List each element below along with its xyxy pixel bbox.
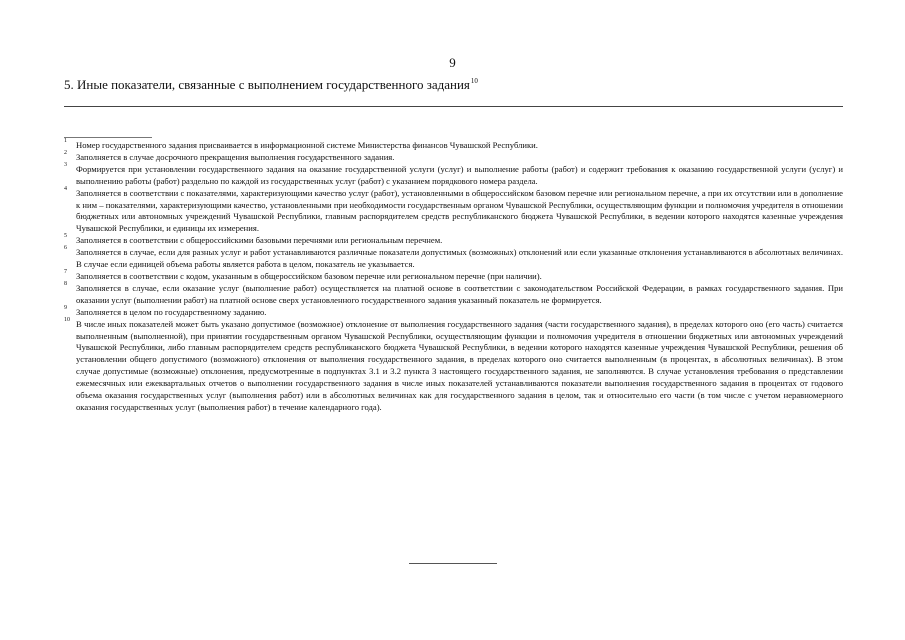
footnote-text: Заполняется в случае, если оказание услуг (выполнение работ) осуществляется на платной основе в соответствии с законодательством Российской Федерации, в рамках государственного задания. При оказании услуг (выполнении работ) на платной основе сверх установленного государственного задания указанный показатель не формируется.: [76, 282, 843, 305]
footnote-mark: 7: [64, 268, 67, 275]
footnotes-list: [64, 140, 843, 414]
footnote-mark: 8: [64, 280, 67, 287]
footnote-text: Номер государственного задания присваивается в информационной системе Министерства финансов Чувашской Республики.: [76, 140, 538, 150]
footnote-1: [64, 140, 843, 152]
footnote-7: [64, 268, 843, 283]
footnote-text: Заполняется в соответствии с кодом, указанным в общероссийском базовом перечне или региональном перечне (при наличии).: [76, 270, 542, 281]
footnote-text: Заполняется в соответствии с общероссийскими базовыми перечнями или региональным перечнем.: [76, 235, 443, 246]
footnote-mark: 3: [64, 161, 67, 168]
footnote-text: Формируется при установлении государственного задания на оказание государственной услуги (услуг) и выполнение работы (работ) и содержит требования к оказанию государственной услуги (услуг) и выполнению работы (работ) раздельно по каждой из государственных услуг (работ) с указанием порядкового номера раздела.: [76, 163, 843, 186]
end-of-page-rule: [409, 563, 497, 564]
section-underline: [64, 106, 843, 107]
footnote-mark: 9: [64, 304, 67, 311]
footnote-6: [64, 247, 843, 271]
section-title: [64, 77, 478, 93]
footnote-5: [64, 235, 843, 247]
footnote-text: Заполняется в соответствии с показателями, характеризующими качество услуг (работ), установленными в общероссийском базовом перечне или региональном перечне, а при их отсутствии или в дополнение к ним – показателями, характеризующими качество, установленными при необходимости государственным органом Чувашской Республики, осуществляющим функции и полномочия учредителя в отношении бюджетных или автономных учреждений Чувашской Республики, главным распорядителем средств республиканского бюджета Чувашской Республики, в ведении которого находятся казенные учреждения Чувашской Республики, и единицы их измерения.: [76, 187, 843, 234]
footnote-mark: 6: [64, 245, 67, 252]
footnote-4: [64, 185, 843, 236]
footnote-mark: 4: [64, 185, 67, 192]
footnote-text: Заполняется в целом по государственному заданию.: [76, 306, 267, 317]
section-title-footnote-ref[interactable]: 10: [470, 77, 478, 85]
footnote-separator: [64, 137, 152, 138]
footnote-mark: 5: [64, 233, 67, 240]
footnote-mark: 1: [64, 138, 67, 144]
footnote-mark: 10: [64, 316, 70, 323]
footnote-text: Заполняется в случае, если для разных услуг и работ устанавливаются различные показатели допустимых (возможных) отклонений или если указанные отклонения устанавливаются в абсолютных величинах. В случае если единицей объема работы является работа в целом, показатель не указывается.: [76, 247, 843, 270]
footnote-mark: 2: [64, 149, 67, 156]
footnote-9: [64, 304, 843, 319]
footnote-text: В числе иных показателей может быть указано допустимое (возможное) отклонение от выполнения государственного задания (части государственного задания), в пределах которого оно (его часть) считается выполненным (выполненной), при принятии государственным органом Чувашской Республики, осуществляющим функции и полномочия учредителя в отношении бюджетных или автономных учреждений Чувашской Республики, либо главным распорядителем средств республиканского бюджета Чувашской Республики, в ведении которого находятся казенные учреждения Чувашской Республики, решения об установлении общего допустимого (возможного) отклонения от выполнения государственного задания, в пределах которого оно считается выполненным (в процентах, в абсолютных величинах). В этом случае допустимые (возможные) отклонения, предусмотренные в подпунктах 3.1 и 3.2 пункта 3 настоящего государственного задания, не заполняются. В случае установления требования о представлении ежемесячных или ежеквартальных отчетов о выполнении государственного задания в числе иных показателей устанавливаются показатели выполнения государственного задания в процентах от годового объема оказания государственных услуг (выполнения работ) или в абсолютных величинах как для государственного задания в целом, так и относительно его части (в том числе с учетом неравномерного оказания государственных услуг (выполнения работ) в течение календарного года).: [76, 318, 843, 412]
footnote-2: [64, 149, 843, 164]
footnote-3: [64, 161, 843, 188]
section-title-text: 5. Иные показатели, связанные с выполнением государственного задания: [64, 77, 470, 92]
page-number: 9: [449, 55, 456, 70]
footnote-text: Заполняется в случае досрочного прекращения выполнения государственного задания.: [76, 151, 395, 162]
footnote-8: [64, 280, 843, 307]
footnote-10: [64, 316, 843, 414]
